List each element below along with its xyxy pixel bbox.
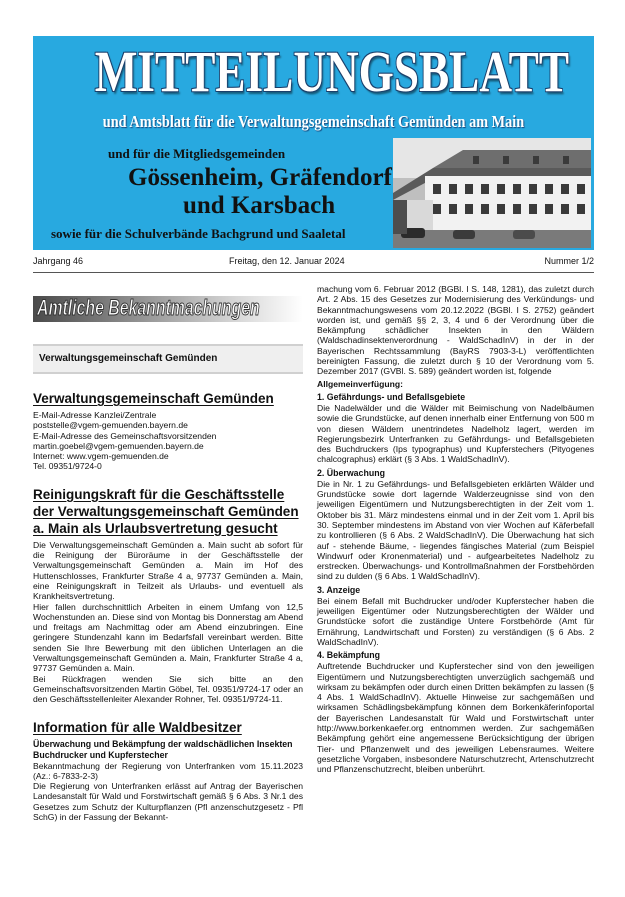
job-paragraph: Die Verwaltungsgemeinschaft Gemünden a. Main sucht ab sofort für die Reinigung der Büroräume in der Geschäftsstelle der Verwaltungsgemeinschaft Gemünden a. Main im Hof des Huttenschlosses, Frankfurter Straße 4 a, 97737 Gemünden a. Main, eine Reinigungskraft in Teilzeit als Urlaubs- und eventuell als Krankheitsvertretung. [33, 539, 303, 602]
header-divider [33, 272, 594, 273]
ordinance-section-title: 2. Überwachung [317, 467, 385, 478]
contact-line: E-Mail-Adresse des Gemeinschaftsvorsitzenden [33, 430, 217, 441]
contact-lines [33, 410, 303, 472]
masthead-title: MITTEILUNGSBLATT [94, 39, 570, 104]
masthead-towns-line1: Gössenheim, Gräfendorf [128, 164, 392, 191]
ordinance-section [317, 468, 594, 582]
ordinance-section-title: 3. Anzeige [317, 584, 361, 595]
ordinance-section-text: Auftretende Buchdrucker und Kupferstecher sind von den jeweiligen Eigentümern und Nutzungsberechtigten unverzüglich sachgemäß und wirksam zu bekämpfen oder durch einen Dritten bekämpfen zu lassen (§ 4 Abs. 1 WaldSchadInV). Aktuelle Hinweise zur sachgemäßen und wirksamen Schädlingsbekämpfung können dem Borkenkäferinfoportal der Bayerischen Landesanstalt für Wald und Forstwirtschaft unter http://www.borkenkaefer.org entnommen werden. Zur sachgemäßen Bekämpfung gehört eine angemessene Berücksichtigung der übrigen Tier- und Pflanzenwelt und des jeweiligen Lebensraumes. Weitere gesetzliche Vorgaben, insbesondere Naturschutzrecht, Artenschutzrecht und Pflanzenschutzrecht, bleiben unberührt. [317, 661, 594, 775]
contact-email-link[interactable]: poststelle@vgem-gemuenden.bayern.de [33, 420, 188, 431]
masthead-towns-line2: und Karsbach [183, 192, 336, 219]
job-heading-line: a. Main als Urlaubsvertretung gesucht [33, 520, 278, 536]
forest-paragraph: Die Regierung von Unterfranken erlässt auf Antrag der Bayerischen Landesanstalt für Wald und Forstwirtschaft gemäß § 6 Abs. 3 Nr.1 des Gesetzes zum Schutz der Kulturpflanzen (Pfl anzenschutzgesetz - Pfl SchG) in der Fassung der Bekannt- [33, 781, 303, 823]
forest-paragraph: Bekanntmachung der Regierung von Unterfranken vom 15.11.2023 (Az.: 6-7833-2-3) [33, 760, 303, 781]
ordinance-section-title: 1. Gefährdungs- und Befallsgebiete [317, 391, 466, 402]
ordinance-section-text: Die in Nr. 1 zu Gefährdungs- und Befallsgebieten erklärten Wälder und Grundstücke sowie dort lagernde Walderzeugnisse sind von den jeweiligen Eigentümern und Nutzungsberechtigten in der Zeit vom 1. Oktober bis 31. März mindestens einmal und in der Zeit vom 1. April bis 30. September mindestens im Abstand von vier Wochen auf Käferbefall zu kontrollieren (§ 6 Abs. 2 WaldSchadInV). Die Überwachung hat sich auf - stehende Bäume, - liegendes fängisches Material (zum Beispiel Windwurf oder Kronenmaterial) und - aufgearbeitetes Nadelholz zu erstrecken. Überwachungs- und Kontrollmaßnahmen der Forstbehörden sind zu dulden (§ 6 Abs. 1 WaldSchadInV). [317, 478, 594, 582]
masthead-subtitle: und Amtsblatt für die Verwaltungsgemeinschaft Gemünden am Main [102, 112, 525, 131]
right-column [317, 284, 594, 774]
issue-date: Freitag, den 12. Januar 2024 [229, 256, 345, 266]
contact-website-link[interactable]: Internet: www.vgem-gemuenden.de [33, 451, 169, 462]
masthead-members-intro: und für die Mitgliedsgemeinden [108, 146, 286, 161]
masthead [33, 36, 594, 250]
forest-subheading: Überwachung und Bekämpfung der waldschädlichen Insekten Buchdrucker und Kupferstecher [33, 738, 293, 760]
ordinance-section-text: Die Nadelwälder und die Wälder mit Beimischung von Nadelbäumen sowie die Grundstücke, auf denen innerhalb einer Entfernung von 500 m von diesen Wäldern unentrindetes Nadelholz lagert, werden im Regierungsbezirk Unterfranken zu Gefährdungs- und Befallsgebieten des Buchdruckers (Ips typographus) und Kupferstechers (Pityogenes chalcographus) erklärt (§ 3 Abs. 1 WaldSchadInV). [317, 402, 594, 465]
ordinance-intro: machung vom 6. Februar 2012 (BGBl. I S. 148, 1281), das zuletzt durch Art. 2 Abs. 15 des Gesetzes zur Modernisierung des Verkündungs- und Bekanntmachungswesens vom 20.12.2022 (BGBl. I S. 2752) geändert worden ist, und gemäß §§ 2, 3, 4 und 6 der Verordnung über die Bekämpfung schädlicher Insekten in den Wäldern (Waldschadinsektenverordnung - WaldSchadInV) in der in der Bayerischen Rechtssammlung (BayRS 7903-3-L) veröffentlichten bereinigten Fassung, die zuletzt durch § 10 der Verordnung vom 5. Dezember 2017 (GVBl. S. 589) geändert worden ist, folgende [317, 284, 594, 377]
issue-volume: Jahrgang 46 [33, 256, 84, 266]
job-ad-block [33, 486, 303, 705]
left-column [33, 284, 303, 822]
ordinance-section [317, 585, 594, 647]
ordinance-section [317, 392, 594, 465]
building-photo [393, 138, 591, 248]
contact-heading: Verwaltungsgemeinschaft Gemünden [33, 391, 274, 406]
masthead-schools: sowie für die Schulverbände Bachgrund und Saaletal [51, 226, 346, 241]
job-heading-line: der Verwaltungsgemeinschaft Gemünden [33, 503, 299, 519]
job-paragraph: Hier fallen durchschnittlich Arbeiten in einem Umfang von 12,5 Wochenstunden an. Diese sind von Montag bis Donnerstag am Abend und freitags am Nachmittag oder am Abend einzubringen. Eine geringere Stundenzahl kann im Bedarfsfall vereinbart werden. Bitte senden Sie Ihre Bewerbung mit den üblichen Unterlagen an die Verwaltungsgemeinschaft Gemünden a. Main, Frankfurter Straße 4 a, 97737 Gemünden a. Main. [33, 601, 303, 674]
forest-info-block [33, 719, 303, 823]
section-box [33, 344, 303, 374]
section-box-title: Verwaltungsgemeinschaft Gemünden [39, 353, 218, 364]
contact-phone: Tel. 09351/9724-0 [33, 461, 102, 472]
contact-email-link[interactable]: martin.goebel@vgem-gemuenden.bayern.de [33, 440, 204, 451]
official-announcements-banner [33, 290, 303, 330]
ordinance-section [317, 650, 594, 774]
job-paragraph: Bei Rückfragen wenden Sie sich bitte an den Gemeinschaftsvorsitzenden Martin Göbel, Tel. 09351/9724-17 oder an den Geschäftsstellenleiter Alexander Rohner, Tel. 09351/9724-11. [33, 673, 303, 705]
general-order-heading: Allgemeinverfügung: [317, 378, 403, 389]
issue-number: Nummer 1/2 [544, 256, 594, 266]
contact-line: E-Mail-Adresse Kanzlei/Zentrale [33, 410, 157, 420]
contact-block [33, 390, 303, 472]
job-heading-line: Reinigungskraft für die Geschäftsstelle [33, 486, 285, 502]
banner-text: Amtliche Bekanntmachungen [37, 295, 260, 320]
ordinance-section-title: 4. Bekämpfung [317, 650, 381, 661]
forest-heading: Information für alle Waldbesitzer [33, 719, 242, 735]
issue-info-bar [33, 256, 594, 270]
ordinance-section-text: Bei einem Befall mit Buchdrucker und/oder Kupferstecher haben die jeweiligen Eigentümer oder Nutzungsberechtigten der Wälder und Grundstücke sofort die zuständige Untere Forstbehörde (Amt für Ernährung, Landwirtschaft und Forsten) zu verständigen (§ 6 Abs. 2 WaldSchadInV). [317, 595, 594, 647]
